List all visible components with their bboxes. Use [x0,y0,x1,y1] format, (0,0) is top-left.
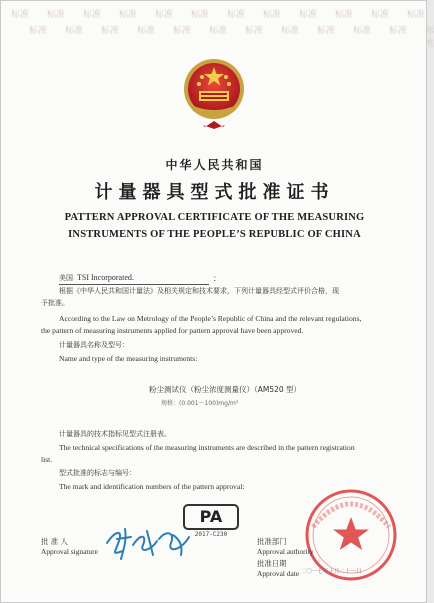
paragraph-cn-line-1: 根据《中华人民共和国计量法》及相关规定和技术要求，下列计量器具经型式评价合格，现 [59,287,339,295]
title-chinese-certificate: 计量器具型式批准证书 [94,182,335,203]
title-english-line-1: PATTERN APPROVAL CERTIFICATE OF THE MEASURING [64,212,365,223]
pa-identification-code: 2017-C230 [194,531,228,538]
watermark-text: 标准 [335,10,354,20]
approval-date-label-cn: 批准日期 [257,559,287,568]
watermark-text: 标准 [101,26,120,36]
watermark-text: 标准 [155,10,174,20]
spec-label-cn: 计量器具的技术指标见型式注册表。 [59,430,171,438]
watermark-text: 标准 [389,26,408,36]
watermark-text: 标准 [407,10,426,20]
instrument-label-cn: 计量器具名称及型号： [59,341,129,349]
national-emblem-icon [177,53,251,133]
pa-logo-icon: PA [183,504,239,530]
paragraph-en-line-1: According to the Law on Metrology of the People’s Republic of China and the relevant regulations, [59,314,362,323]
watermark-text: 标准 [281,26,300,36]
instrument-label-en: Name and type of the measuring instruments: [59,354,198,363]
watermark-text: 标准 [299,10,318,20]
approver-label-en: Approval signature [41,547,98,556]
watermark-text: 标准 [209,26,228,36]
watermark-text: 标准 [65,26,84,36]
holder-name: TSI Incorporated. [77,273,134,282]
watermark-text: 标准 [119,10,138,20]
approval-date-label-en: Approval date [257,569,300,578]
watermark-text: 标准 [317,26,336,36]
approver-label-cn: 批 准 人 [41,537,68,546]
mark-label-en: The mark and identification numbers of the pattern approval: [59,482,245,491]
paragraph-cn-line-2: 予批准。 [41,299,69,307]
authority-label-cn: 批准部门 [257,537,287,546]
watermark-text: 标准 [191,10,210,20]
approver-signature-icon [101,521,197,561]
watermark-text: 标准 [227,10,246,20]
holder-country: 美国 [59,274,73,282]
watermark-text: 标准 [263,10,282,20]
watermark-text: 标准 [425,26,434,49]
certificate-holder [59,273,209,285]
watermark-text: 标准 [371,10,390,20]
watermark-text: 标准 [11,10,30,20]
instrument-range: 规格：(0.001～100)mg/m³ [161,400,239,407]
instrument-name: 粉尘测试仪（粉尘浓度测量仪）（AM520 型） [149,385,302,394]
watermark-row-top [1,7,428,19]
watermark-text: 标准 [353,26,372,36]
spec-label-en-line-2: list. [41,455,53,464]
title-english-line-2: INSTRUMENTS OF THE PEOPLE’S REPUBLIC OF CHINA [68,229,361,240]
approval-date-value: 二〇一七年十月二十一日 [301,569,362,575]
watermark-text: 标准 [173,26,192,36]
watermark-row-second [1,23,434,49]
spec-label-en-line-1: The technical specifications of the measuring instruments are described in the pattern registration [59,443,355,452]
watermark-text: 标准 [47,10,66,20]
title-chinese-country: 中华人民共和国 [165,158,264,172]
watermark-text: 标准 [137,26,156,36]
holder-colon: ： [213,274,221,283]
authority-label-en: Approval authority [257,547,314,556]
watermark-text: 标准 [83,10,102,20]
watermark-text: 标准 [29,26,48,36]
mark-label-cn: 型式批准的标志与编号： [59,469,136,477]
paragraph-en-line-2: the pattern of measuring instruments applied for pattern approval have been approved. [41,326,304,335]
watermark-text: 标准 [245,26,264,36]
